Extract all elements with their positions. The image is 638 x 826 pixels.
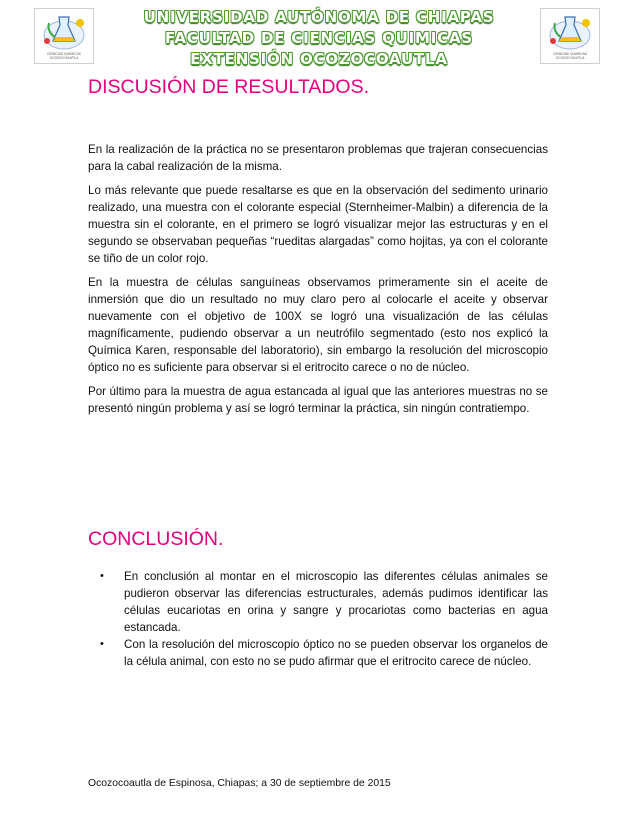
conclusion-item-text: Con la resolución del microscopio óptico no se pueden observar los organelos de la célula animal, con esto no se pudo afirmar que el eritrocito carece de núcleo. [124, 638, 548, 668]
list-item [96, 568, 548, 636]
conclusion-heading: CONCLUSIÓN. [88, 528, 224, 550]
institution-header [100, 7, 538, 70]
footer-place-date: Ocozocoautla de Espinosa, Chiapas; a 30 de septiembre de 2015 [88, 778, 391, 789]
logo-caption: CIENCIAS QUIMICAS OCOZOCOAUTLA [553, 52, 587, 60]
bullet-icon: • [100, 638, 104, 650]
faculty-name: FACULTAD DE CIENCIAS QUIMICAS [165, 29, 473, 47]
discussion-body [88, 141, 548, 424]
discussion-paragraph: En la realización de la práctica no se presentaron problemas que trajeran consecuencias para la cabal realización de la misma. [88, 143, 548, 173]
discussion-paragraph: Por último para la muestra de agua estancada al igual que las anteriores muestras no se presentó ningún problema y así se logró terminar la práctica, sin ningún contratiempo. [88, 385, 548, 415]
flask-emblem-icon [541, 9, 599, 53]
list-item [96, 636, 548, 670]
logo-caption: CIENCIAS QUIMICAS OCOZOCOAUTLA [47, 52, 81, 60]
university-name: UNIVERSIDAD AUTÓNOMA DE CHIAPAS [143, 8, 495, 26]
conclusion-item-text: En conclusión al montar en el microscopio las diferentes células animales se pudieron observar las diferencias estructurales, además pudimos identificar las células eucariotas en orina y sangre y procariotas como bacterias en agua estancada. [124, 570, 548, 634]
bullet-icon: • [100, 570, 104, 582]
faculty-logo-right [540, 8, 600, 64]
flask-emblem-icon [35, 9, 93, 53]
conclusion-list [96, 568, 548, 670]
campus-name: EXTENSIÓN OCOZOCOAUTLA [190, 50, 448, 68]
discussion-paragraph: Lo más relevante que puede resaltarse es que en la observación del sedimento urinario realizado, una muestra con el colorante especial (Sternheimer-Malbin) a diferencia de la muestra sin el colorante, en el primero se logró visualizar mejor las estructuras y en el segundo se observaban pequeñas “rueditas alargadas” como hojitas, ya con el colorante se tiño de un color rojo. [88, 184, 548, 265]
faculty-logo-left [34, 8, 94, 64]
discussion-paragraph: En la muestra de células sanguíneas observamos primeramente sin el aceite de inmersión que dio un resultado no muy claro pero al colocarle el aceite y observar nuevamente con el objetivo de 100X se logró una visualización de las células magníficamente, pudiendo observar a un neutrófilo segmentado (esto nos explicó la Química Karen, responsable del laboratorio), sin embargo la resolución del microscopio óptico no es suficiente para observar si el eritrocito carece o no de núcleo. [88, 276, 548, 374]
discussion-heading: DISCUSIÓN DE RESULTADOS. [88, 76, 369, 98]
